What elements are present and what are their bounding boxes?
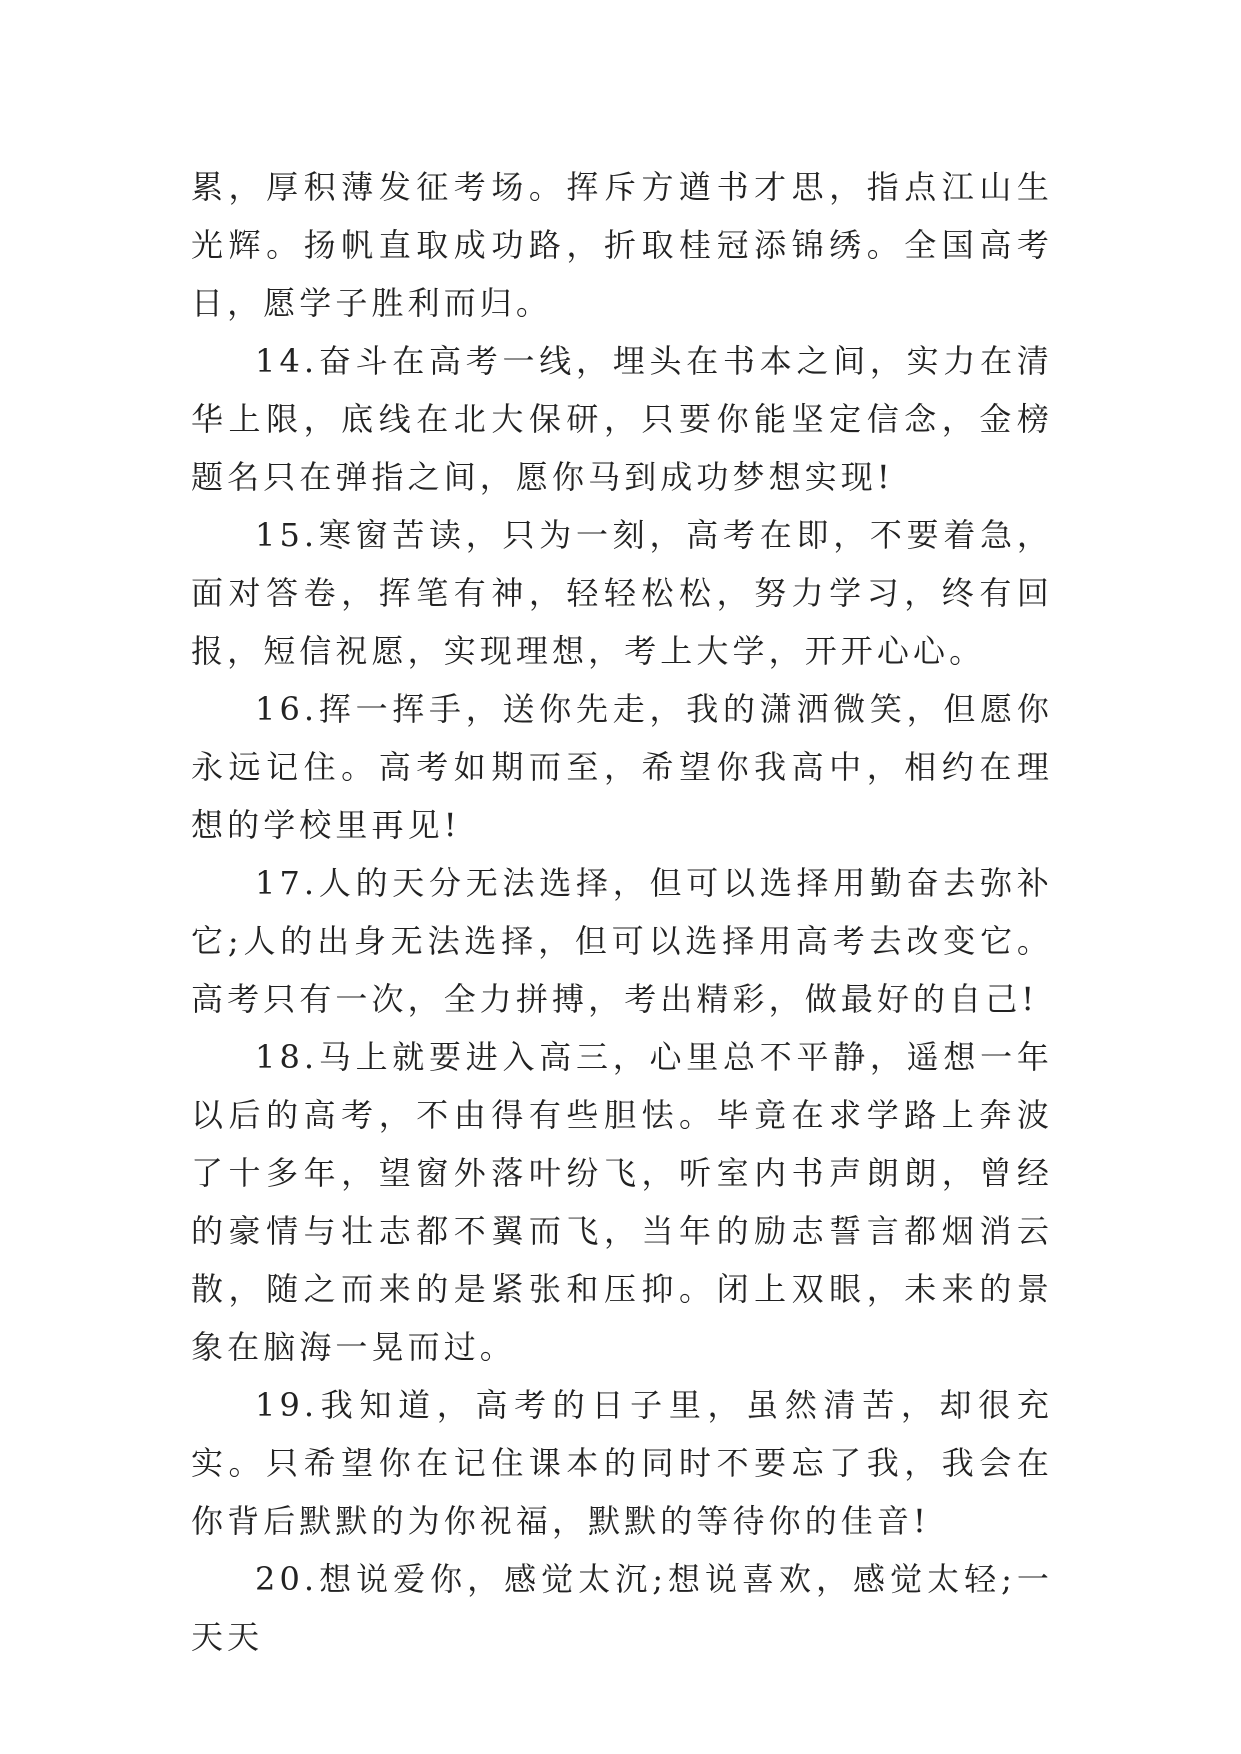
paragraph-continuation: 累，厚积薄发征考场。挥斥方遒书才思，指点江山生光辉。扬帆直取成功路，折取桂冠添锦绣。全国高考日，愿学子胜利而归。 [191,168,1053,322]
paragraph-item-18: 18.马上就要进入高三，心里总不平静，遥想一年以后的高考，不由得有些胆怯。毕竟在求学路上奔波了十多年，望窗外落叶纷飞，听室内书声朗朗，曾经的豪情与壮志都不翼而飞，当年的励志誓言都烟消云散，随之而来的是紧张和压抑。闭上双眼，未来的景象在脑海一晃而过。 [191,1038,1053,1366]
paragraph-item-14: 14.奋斗在高考一线，埋头在书本之间，实力在清华上限，底线在北大保研，只要你能坚定信念，金榜题名只在弹指之间，愿你马到成功梦想实现! [191,342,1053,496]
paragraph-item-20: 20.想说爱你，感觉太沉;想说喜欢，感觉太轻;一天天 [191,1560,1053,1656]
paragraph-item-15: 15.寒窗苦读，只为一刻，高考在即，不要着急，面对答卷，挥笔有神，轻轻松松，努力学习，终有回报，短信祝愿，实现理想，考上大学，开开心心。 [191,516,1053,670]
paragraph-item-16: 16.挥一挥手，送你先走，我的潇洒微笑，但愿你永远记住。高考如期而至，希望你我高中，相约在理想的学校里再见! [191,690,1053,844]
paragraph-item-19: 19.我知道，高考的日子里，虽然清苦，却很充实。只希望你在记住课本的同时不要忘了我，我会在你背后默默的为你祝福，默默的等待你的佳音! [191,1386,1053,1540]
paragraph-item-17: 17.人的天分无法选择，但可以选择用勤奋去弥补它;人的出身无法选择，但可以选择用高考去改变它。高考只有一次，全力拼搏，考出精彩，做最好的自己! [191,864,1053,1018]
document-body [191,158,1053,1666]
